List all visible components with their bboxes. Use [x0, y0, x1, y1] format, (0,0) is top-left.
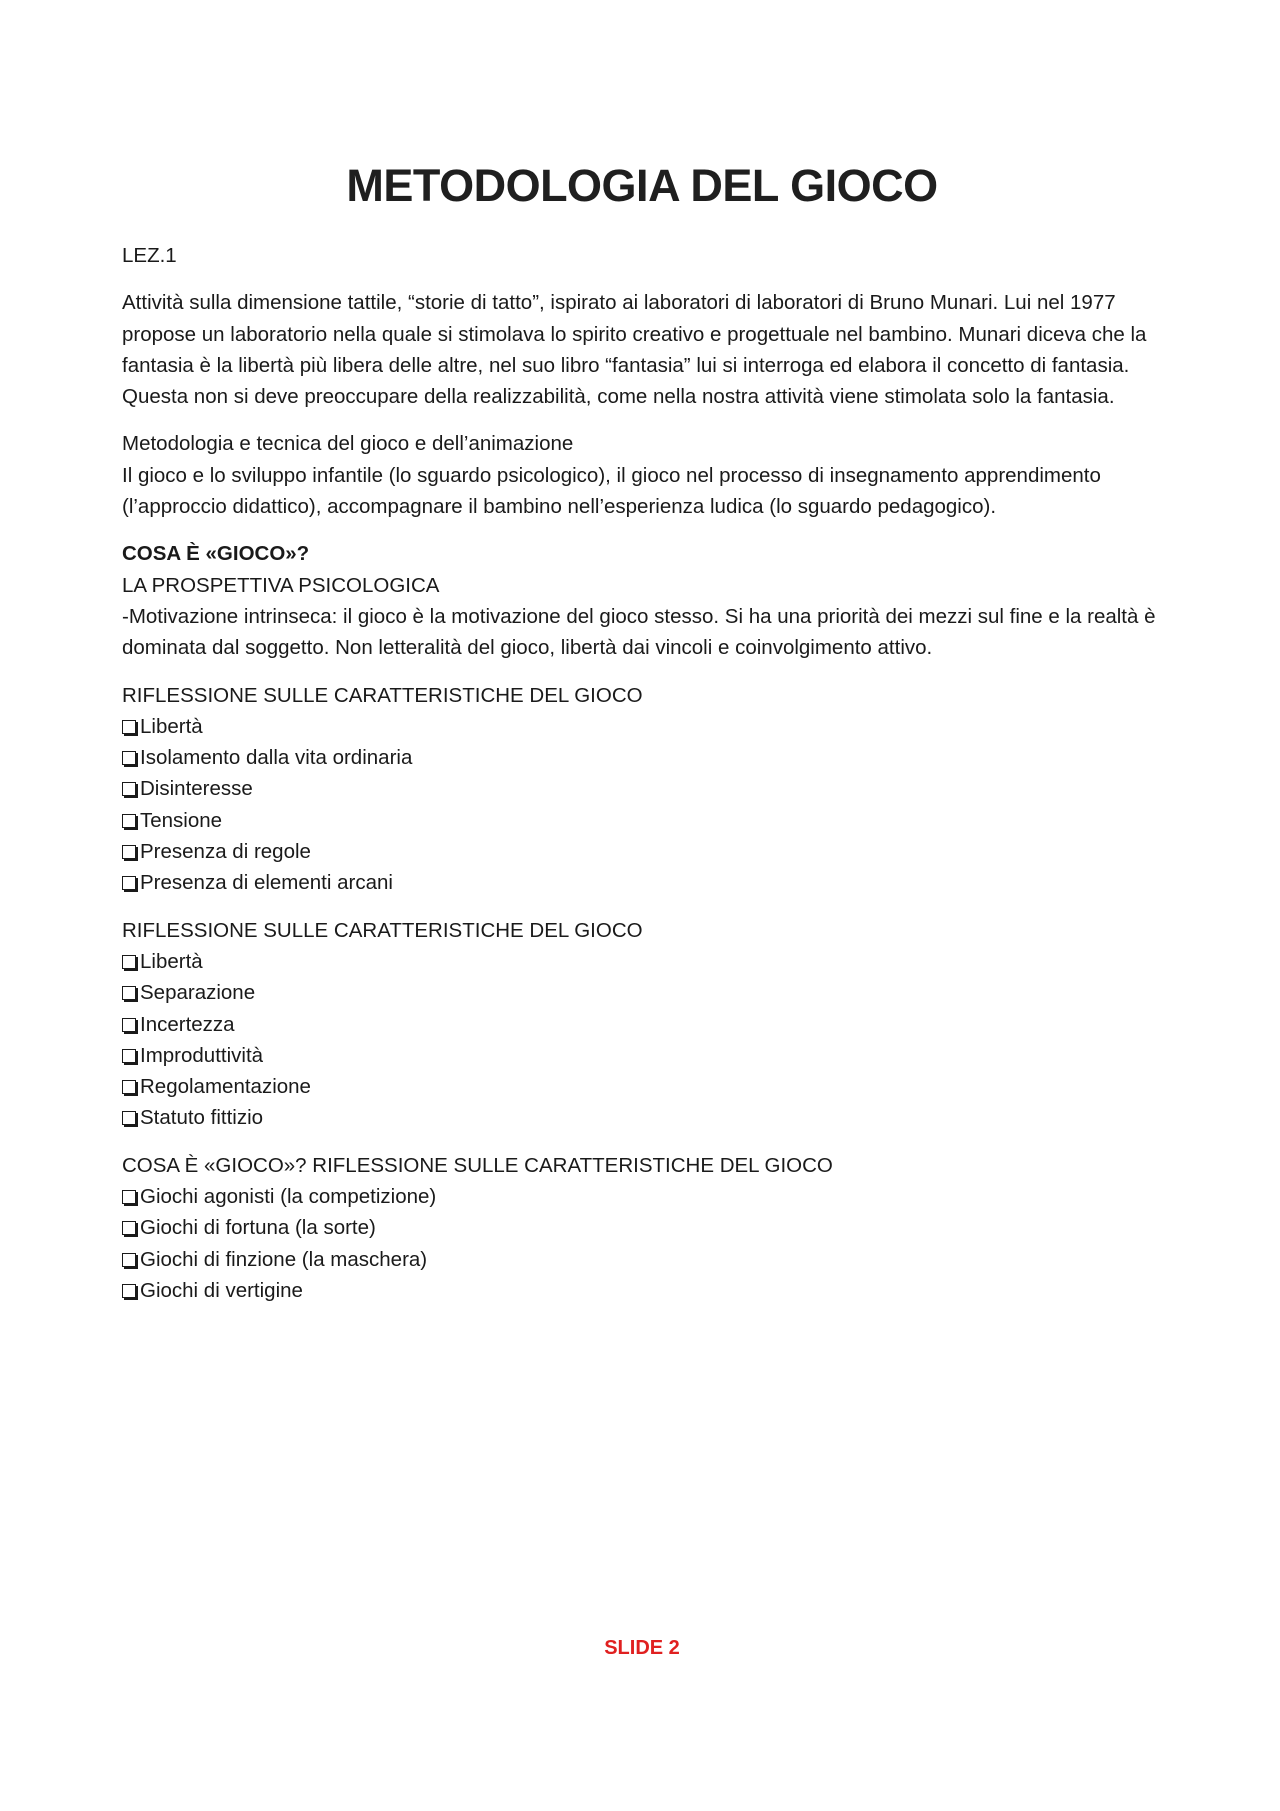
checkbox-icon	[122, 1190, 136, 1204]
list-item-text: Incertezza	[140, 1012, 235, 1036]
list-item-text: Libertà	[140, 949, 203, 973]
game-types-list	[122, 1150, 1162, 1306]
list-item	[122, 1009, 1162, 1040]
checkbox-icon	[122, 1221, 136, 1235]
cosa-gioco-heading: COSA È «GIOCO»?	[122, 542, 310, 566]
list-item-text: Presenza di regole	[140, 840, 311, 864]
checklist	[122, 946, 1162, 1134]
checkbox-icon	[122, 720, 136, 734]
checkbox-icon	[122, 1080, 136, 1094]
list-item	[122, 1275, 1162, 1306]
list-item-text: Giochi agonisti (la competizione)	[140, 1185, 437, 1209]
list-item-text: Isolamento dalla vita ordinaria	[140, 746, 413, 770]
list-heading: RIFLESSIONE SULLE CARATTERISTICHE DEL GIOCO	[122, 683, 643, 707]
list-item	[122, 1244, 1162, 1275]
checkbox-icon	[122, 955, 136, 969]
checkbox-icon	[122, 1018, 136, 1032]
page-title: METODOLOGIA DEL GIOCO	[346, 160, 938, 211]
list-item-text: Presenza di elementi arcani	[140, 871, 393, 895]
list-item	[122, 946, 1162, 977]
list-heading: COSA È «GIOCO»? RIFLESSIONE SULLE CARATTERISTICHE DEL GIOCO	[122, 1153, 833, 1177]
checkbox-icon	[122, 814, 136, 828]
methodology-section	[122, 428, 1162, 522]
list-item-text: Giochi di vertigine	[140, 1278, 303, 1302]
checkbox-icon	[122, 1253, 136, 1267]
list-item	[122, 711, 1162, 742]
list-item-text: Statuto fittizio	[140, 1106, 264, 1130]
list-item	[122, 742, 1162, 773]
intro-paragraph: Attività sulla dimensione tattile, “storie di tatto”, ispirato ai laboratori di laboratori di Bruno Munari. Lui nel 1977 propose un laboratorio nella quale si stimolava lo spirito creativo e progettuale nel bambino. Munari diceva che la fantasia è la libertà più libera delle altre, nel suo libro “fantasia” lui si interroga ed elabora il concetto di fantasia. Questa non si deve preoccupare della realizzabilità, come nella nostra attività viene stimolata solo la fantasia.	[122, 291, 1147, 409]
checkbox-icon	[122, 1111, 136, 1125]
list-item	[122, 1102, 1162, 1133]
list-item-text: Tensione	[140, 808, 223, 832]
list-item-text: Regolamentazione	[140, 1075, 311, 1099]
checkbox-icon	[122, 751, 136, 765]
checkbox-icon	[122, 782, 136, 796]
list-item	[122, 867, 1162, 898]
methodology-text: Il gioco e lo sviluppo infantile (lo sguardo psicologico), il gioco nel processo di insegnamento apprendimento (l’approccio didattico), accompagnare il bambino nell’esperienza ludica (lo sguardo pedagogico).	[122, 463, 1101, 519]
list-item	[122, 805, 1162, 836]
checkbox-icon	[122, 845, 136, 859]
cosa-gioco-subheading: LA PROSPETTIVA PSICOLOGICA	[122, 573, 440, 597]
list-item	[122, 1040, 1162, 1071]
document-body	[122, 240, 1162, 1306]
checkbox-icon	[122, 876, 136, 890]
list-item-text: Giochi di finzione (la maschera)	[140, 1247, 428, 1271]
list-item-text: Libertà	[140, 714, 203, 738]
list-item	[122, 836, 1162, 867]
list-heading: RIFLESSIONE SULLE CARATTERISTICHE DEL GIOCO	[122, 918, 643, 942]
checkbox-icon	[122, 986, 136, 1000]
list-item	[122, 1212, 1162, 1243]
lesson-label: LEZ.1	[122, 244, 177, 267]
characteristics-list-1	[122, 680, 1162, 899]
checklist	[122, 1181, 1162, 1306]
checkbox-icon	[122, 1049, 136, 1063]
list-item-text: Improduttività	[140, 1043, 264, 1067]
cosa-gioco-text: -Motivazione intrinseca: il gioco è la motivazione del gioco stesso. Si ha una priorità dei mezzi sul fine e la realtà è dominata dal soggetto. Non letteralità del gioco, libertà dai vincoli e coinvolgimento attivo.	[122, 604, 1156, 660]
characteristics-list-2	[122, 915, 1162, 1134]
list-item-text: Giochi di fortuna (la sorte)	[140, 1216, 376, 1240]
checkbox-icon	[122, 1284, 136, 1298]
cosa-gioco-section	[122, 538, 1162, 663]
slide-footer-label: SLIDE 2	[604, 1637, 680, 1659]
methodology-heading: Metodologia e tecnica del gioco e dell’animazione	[122, 432, 574, 456]
checklist	[122, 711, 1162, 899]
list-item	[122, 1181, 1162, 1212]
list-item	[122, 977, 1162, 1008]
list-item	[122, 1071, 1162, 1102]
list-item-text: Disinteresse	[140, 777, 253, 801]
list-item-text: Separazione	[140, 981, 256, 1005]
list-item	[122, 773, 1162, 804]
